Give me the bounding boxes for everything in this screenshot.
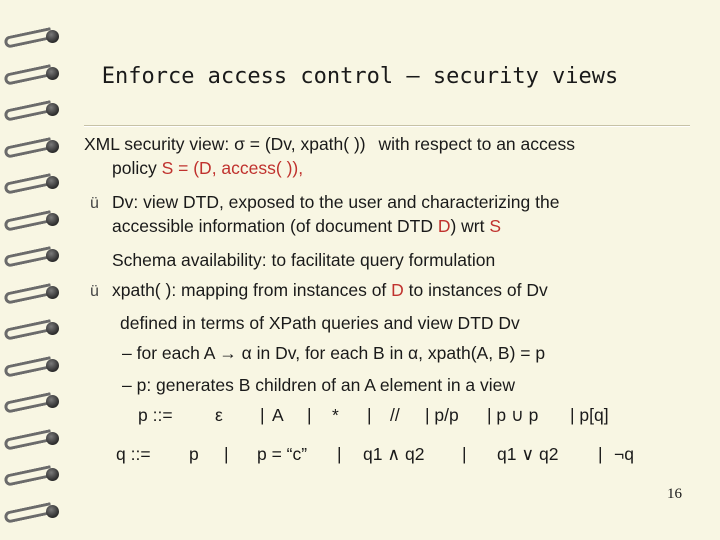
dv-line-1 [112,192,559,213]
dv-description-2: accessible information (of document DTD [112,216,438,236]
page-number: 16 [667,486,682,502]
grammar-q-token: | [337,444,342,464]
xpath-term: xpath( ) [112,280,172,300]
grammar-p-token: A [272,405,284,425]
xpath-description: : mapping from instances of [171,280,392,300]
binding-ring-icon [4,464,64,486]
view-dtd-dv: Dv [275,343,296,363]
xpath-line-2 [120,313,520,334]
policy-s: S [489,216,502,236]
grammar-p-token: | p[q] [570,405,609,425]
xpath-line-1 [112,280,548,301]
grammar-q-token: | [598,444,603,464]
intro-line-2 [112,158,303,179]
for-each-text-2: , for each B in α, xpath(A, B) = p [295,343,546,363]
grammar-p-token: ε [215,405,223,425]
binding-ring-icon [4,355,64,377]
grammar-q-token: p = “c” [257,444,308,464]
grammar-q-token: q1 ∧ q2 [363,444,425,464]
grammar-p-token: * [332,405,339,425]
xpath-description-3: defined in terms of XPath queries and view DTD [120,313,499,333]
binding-ring-icon [4,172,64,194]
grammar-p-token: | p ∪ p [487,405,539,425]
intro-text: with respect to an access [378,134,575,154]
grammar-p-token: p ::= [138,405,173,425]
security-view-definition: XML security view: σ = (Dv, xpath( )) [84,134,366,154]
grammar-q-token: p [189,444,199,464]
binding-ring-icon [4,136,64,158]
sub-bullet-generates: – p: generates B children of an A element in a view [122,375,516,395]
binding-ring-icon [4,245,64,267]
checkmark-icon: ü [90,195,99,212]
xpath-description-2: to instances of [403,280,527,300]
binding-ring-icon [4,501,64,523]
dtd-d: D [391,280,404,300]
grammar-p-token: | [307,405,312,425]
grammar-p-token: | [260,405,265,425]
grammar-q-token: ¬q [614,444,634,464]
sub-bullet-for-each [122,343,545,364]
binding-ring-icon [4,26,64,48]
grammar-p-token: // [390,405,400,425]
dv-term: Dv [112,192,134,212]
schema-availability: Schema availability: to facilitate query formulation [112,250,496,270]
slide-title: Enforce access control – security views [101,64,619,89]
binding-ring-icon [4,209,64,231]
for-each-text: – for each A → α in [122,343,276,363]
binding-ring-icon [4,318,64,340]
binding-ring-icon [4,99,64,121]
view-dtd-dv: Dv [526,280,548,300]
grammar-q-token: q ::= [116,444,151,464]
title-divider [84,125,690,127]
dtd-d: D [437,216,451,236]
binding-ring-icon [4,391,64,413]
intro-text-2: policy [112,158,162,178]
intro-line-1 [84,134,575,155]
dv-line-2 [112,216,501,237]
grammar-q-token: | [462,444,467,464]
grammar-q-token: | [224,444,229,464]
view-dtd-dv: Dv [498,313,520,333]
grammar-p-token: | p/p [425,405,459,425]
policy-definition: S = (D, access( )), [161,158,304,178]
dv-description-3: ) wrt [450,216,490,236]
grammar-p-token: | [367,405,372,425]
grammar-q-token: q1 ∨ q2 [497,444,559,464]
checkmark-icon: ü [90,283,99,300]
binding-ring-icon [4,428,64,450]
binding-ring-icon [4,282,64,304]
dv-description: : view DTD, exposed to the user and characterizing the [133,192,560,212]
